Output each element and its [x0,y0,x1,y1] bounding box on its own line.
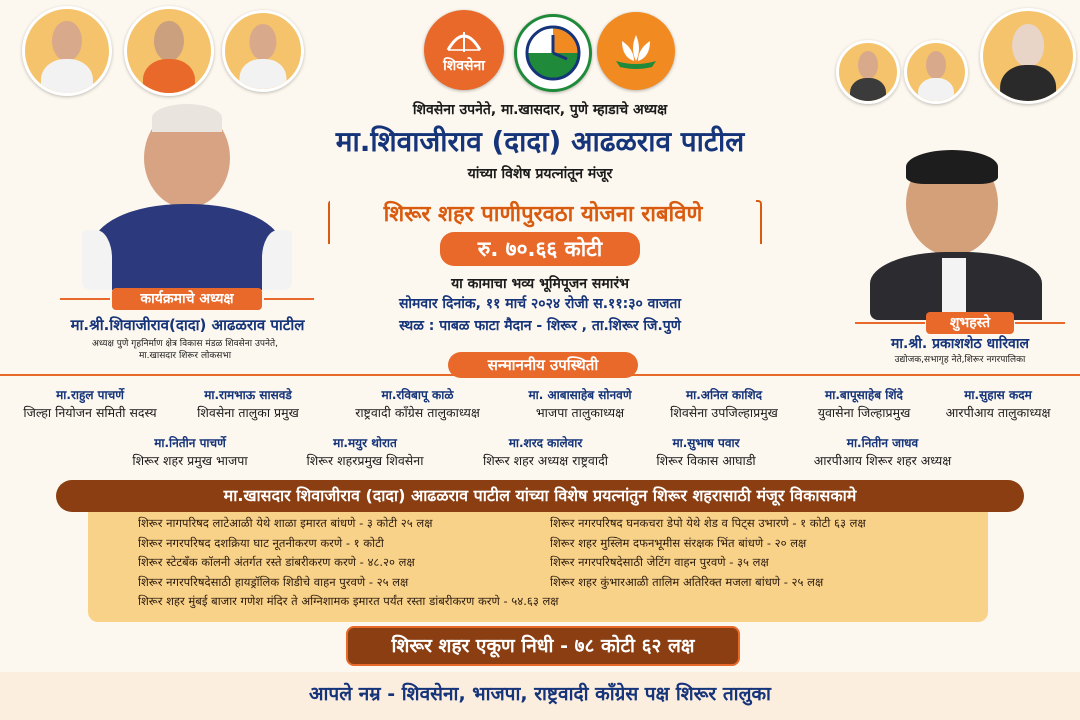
attendee [500,386,660,422]
chief-portrait [82,100,292,290]
attendee-name: मा.रविबापू काळे [381,388,454,402]
attendee-role: युवासेना जिल्हाप्रमुख [817,405,911,420]
chief-caption: कार्यक्रमाचे अध्यक्ष [112,288,262,310]
attendee-name: मा. आबासाहेब सोनवणे [528,388,632,402]
scheme-title: शिरूर शहर पाणीपुरवठा योजना राबविणे [330,198,756,228]
chief-name: मा.श्री.शिवाजीराव(दादा) आढळराव पाटील [70,316,305,334]
attendee-name: मा.सुहास कदम [964,388,1032,402]
attendee [10,386,170,422]
amount-badge: रु. ७०.६६ कोटी [440,232,640,266]
clock-icon [525,25,581,81]
attendee-role: शिरूर विकास आघाडी [656,453,756,468]
portrait-left-2 [124,6,214,96]
attendee [626,434,786,470]
bow-arrow-icon [444,26,484,56]
attendee-role: आरपीआय तालुकाध्यक्ष [945,405,1051,420]
guest-divider [855,322,925,324]
total-badge: शिरूर शहर एकूण निधी - ७८ कोटी ६२ लक्ष [346,626,740,666]
work-item: शिरूर शहर कुंभारआळी तालिम अतिरिक्त मजला बांधणे - २५ लक्ष [550,574,824,589]
work-item: शिरूर नगरपरिषदेसाठी जेटिंग वाहन पुरवणे - ३५ लक्ष [550,555,769,569]
works-banner: मा.खासदार शिवाजीराव (दादा) आढळराव पाटील यांच्या विशेष प्रयत्नांतुन शिरूर शहरासाठी मंजूर विकासकामे [56,480,1024,512]
portrait-right-1 [836,40,900,104]
attendee-role: शिरूर शहर प्रमुख भाजपा [132,453,248,468]
attendee [280,434,450,470]
chief-desc-1: अध्यक्ष पुणे गृहनिर्माण क्षेत्र विकास मंडळ शिवसेना उपनेते, [92,339,278,349]
guest-name: मा.श्री. प्रकाशशेठ धारिवाल [891,336,1029,352]
portrait-right-3 [980,8,1076,104]
presence-title: सन्माननीय उपस्थिती [448,352,638,378]
attendee-name: मा.शरद कालेवार [508,436,583,450]
attendee-role: शिरूर शहरप्रमुख शिवसेना [306,453,424,468]
header-title: मा.शिवाजीराव (दादा) आढळराव पाटील [335,125,745,158]
work-item: शिरूर नगरपरिषद दशक्रिया घाट नूतनीकरण करणे - १ कोटी [138,535,384,550]
shivsena-logo [424,10,504,90]
work-item: शिरूर नगरपरिषद घनकचरा डेपो येथे शेड व पिट्स उभारणे - १ कोटी ६३ लक्ष [550,516,866,530]
attendee [458,434,633,470]
work-item: शिरूर शहर मुंबई बाजार गणेश मंदिर ते अग्निशामक इमारत पर्यंत रस्ता डांबरीकरण करणे - ५४.६३ लक्ष [138,594,559,608]
portrait-left-1 [22,6,112,96]
attendee-name: मा.रामभाऊ सासवडे [204,388,292,402]
event-text: या कामाचा भव्य भूमिपूजन समारंभ [451,276,629,292]
attendee-name: मा.राहुल पाचर्णे [56,388,124,402]
work-item: शिरूर शहर मुस्लिम दफनभूमीस संरक्षक भिंत बांधणे - २० लक्ष [550,535,807,550]
shivsena-label: शिवसेना [443,57,485,74]
portrait-right-2 [904,40,968,104]
work-item: शिरूर स्टेटबँक कॉलनी अंतर्गत रस्ते डांबरीकरण करणे - ४८.२० लक्ष [138,555,415,569]
guest-divider-2 [1015,322,1065,324]
works-left-list [138,514,558,612]
guest-caption: शुभहस्ते [926,312,1014,334]
attendee-role: राष्ट्रवादी काँग्रेस तालुकाध्यक्ष [355,405,480,420]
attendee [644,386,804,422]
attendee-name: मा.नितीन जाधव [846,436,919,450]
attendee-name: मा.मयुर थोरात [333,436,397,450]
guest-portrait [870,150,1050,320]
attendee [110,434,270,470]
attendee [330,386,505,422]
attendee-role: भाजपा तालुकाध्यक्ष [535,405,625,420]
chief-desc-2: मा.खासदार शिरूर लोकसभा [138,351,232,361]
lotus-icon [612,31,660,71]
attendee [168,386,328,422]
header-sanctioned: यांच्या विशेष प्रयत्नांतून मंजूर [467,166,613,182]
attendee-name: मा.नितीन पाचर्णे [154,436,226,450]
attendee-role: शिवसेना उपजिल्हाप्रमुख [670,405,778,420]
attendee-name: मा.सुभाष पवार [672,436,740,450]
ncp-logo [514,14,592,92]
attendee [918,386,1078,422]
attendee-role: जिल्हा नियोजन समिती सदस्य [23,405,157,420]
attendee-name: मा.अनिल काशिद [685,388,763,402]
event-date: सोमवार दिनांक, ११ मार्च २०२४ रोजी स.११:३० वाजता [398,296,682,312]
attendee-role: आरपीआय शिरूर शहर अध्यक्ष [813,453,952,468]
chief-divider-2 [264,298,314,300]
work-item: शिरूर नगरपरिषदेसाठी हायड्रॉलिक शिडीचे वाहन पुरवणे - २५ लक्ष [138,574,409,589]
event-venue: स्थळ : पाबळ फाटा मैदान - शिरूर , ता.शिरूर जि.पुणे [399,318,681,334]
attendee-role: शिवसेना तालुका प्रमुख [197,405,299,420]
footer-text: आपले नम्र - शिवसेना, भाजपा, राष्ट्रवादी काँग्रेस पक्ष शिरूर तालुका [309,683,771,705]
attendee-role: शिरूर शहर अध्यक्ष राष्ट्रवादी [483,453,608,468]
work-item: शिरूर नागपरिषद लाटेआळी येथे शाळा इमारत बांधणे - ३ कोटी २५ लक्ष [138,516,433,530]
bjp-logo [597,12,675,90]
works-right-list [550,514,970,592]
attendee [790,434,975,470]
attendee-name: मा.बापूसाहेब शिंदे [825,388,903,402]
header-subtitle: शिवसेना उपनेते, मा.खासदार, पुणे म्हाडाचे अध्यक्ष [412,102,668,118]
chief-divider [60,298,110,300]
portrait-left-3 [222,10,304,92]
guest-desc: उद्योजक,सभागृह नेते,शिरूर नगरपालिका [894,355,1026,365]
